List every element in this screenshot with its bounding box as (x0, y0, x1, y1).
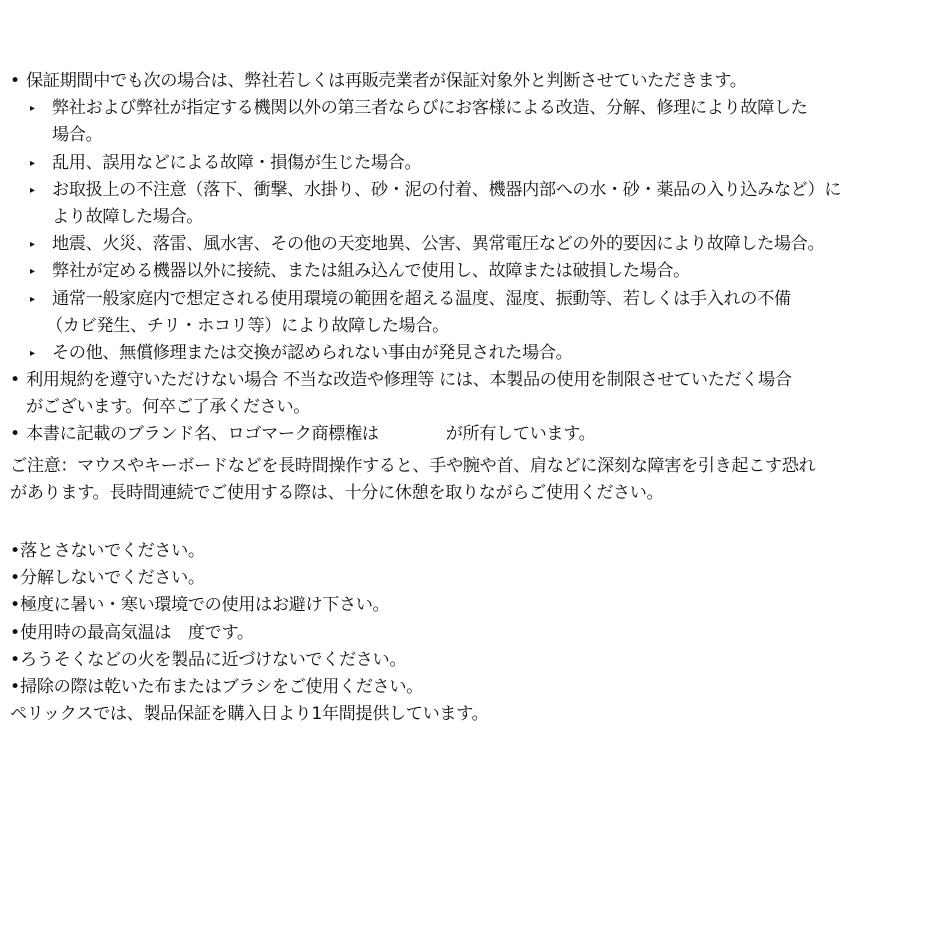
terms-notice (0, 367, 950, 394)
exclusion-item-continued (0, 122, 950, 149)
handling-text: 分解しないでください。 (20, 568, 205, 589)
caution-text: があります。長時間連続でご使用する際は、十分に休憩を取りながらご使用ください。 (10, 482, 664, 503)
exclusion-text: （カビ発生、チリ・ホコリ等）により故障した場合。 (46, 315, 449, 336)
exclusion-text: 地震、火災、落雷、風水害、その他の天変地異、公害、異常電圧などの外的要因により故障した場合。 (52, 234, 825, 255)
terms-text: がございます。何卒ご了承ください。 (26, 397, 311, 418)
exclusion-item (0, 177, 950, 204)
exclusion-item (0, 95, 950, 122)
triangle-bullet-icon: ▸ (30, 103, 35, 115)
handling-text: 落とさないでください。 (20, 541, 205, 561)
exclusion-text: 弊社および弊社が指定する機関以外の第三者ならびにお客様による改造、分解、修理により故障した (52, 98, 808, 119)
handling-item (0, 620, 950, 647)
handling-item (0, 647, 950, 674)
bullet-icon: • (10, 71, 20, 91)
exclusion-item (0, 150, 950, 177)
warranty-intro (0, 68, 950, 95)
caution-text: ご注意：マウスやキーボードなどを長時間操作すると、手や腕や首、肩などに深刻な障害を引き起こす恐れ (10, 455, 816, 476)
triangle-bullet-icon: ▸ (30, 266, 35, 278)
exclusion-item (0, 231, 950, 258)
bullet-icon: • (10, 370, 20, 391)
exclusion-item (0, 286, 950, 313)
bullet-icon: • (10, 424, 20, 445)
guarantee-text: ペリックスでは、製品保証を購入日より1年間提供しています。 (10, 704, 489, 725)
handling-item (0, 565, 950, 592)
bullet-icon: • (10, 649, 20, 670)
caution-notice (0, 453, 950, 480)
exclusion-item (0, 340, 950, 367)
document-body (0, 68, 950, 728)
handling-text: 使用時の最高気温は 度です。 (20, 622, 254, 643)
triangle-bullet-icon: ▸ (30, 239, 35, 251)
bullet-icon: • (10, 541, 20, 561)
handling-text: 極度に暑い・寒い環境での使用はお避け下さい。 (20, 595, 390, 616)
exclusion-text: お取扱上の不注意（落下、衝撃、水掛り、砂・泥の付着、機器内部への水・砂・薬品の入り込みなど）に (52, 179, 842, 200)
handling-item (0, 592, 950, 619)
terms-notice-continued (0, 394, 950, 421)
triangle-bullet-icon: ▸ (30, 347, 35, 359)
triangle-bullet-icon: ▸ (30, 293, 35, 305)
bullet-icon: • (10, 568, 20, 589)
exclusion-text: 通常一般家庭内で想定される使用環境の範囲を超える温度、湿度、振動等、若しくは手入れの不備 (52, 288, 791, 309)
guarantee-statement (0, 701, 950, 728)
exclusion-text: より故障した場合。 (52, 206, 204, 227)
triangle-bullet-icon: ▸ (30, 157, 35, 169)
exclusion-item-continued (0, 313, 950, 340)
exclusion-text: 乱用、誤用などによる故障・損傷が生じた場合。 (52, 152, 422, 173)
exclusion-item (0, 258, 950, 285)
warranty-intro-text: 保証期間中でも次の場合は、弊社若しくは再販売業者が保証対象外と判断させていただきます。 (26, 71, 747, 91)
exclusion-text: 弊社が定める機器以外に接続、または組み込んで使用し、故障または破損した場合。 (52, 261, 690, 282)
handling-item (0, 674, 950, 701)
exclusion-text: その他、無償修理または交換が認められない事由が発見された場合。 (52, 342, 573, 363)
caution-notice-continued (0, 480, 950, 507)
handling-text: 掃除の際は乾いた布またはブラシをご使用ください。 (20, 676, 423, 697)
bullet-icon: • (10, 676, 20, 697)
bullet-icon: • (10, 622, 20, 643)
trademark-notice (0, 421, 950, 448)
handling-text: ろうそくなどの火を製品に近づけないでください。 (20, 649, 407, 670)
terms-text: 利用規約を遵守いただけない場合 不当な改造や修理等 には、本製品の使用を制限させていただく場合 (26, 370, 792, 391)
bullet-icon: • (10, 595, 20, 616)
exclusion-text: 場合。 (52, 125, 103, 146)
handling-item (0, 538, 950, 565)
exclusion-item-continued (0, 204, 950, 231)
trademark-text: 本書に記載のブランド名、ロゴマーク商標権は が所有しています。 (26, 424, 596, 445)
triangle-bullet-icon: ▸ (30, 184, 35, 196)
